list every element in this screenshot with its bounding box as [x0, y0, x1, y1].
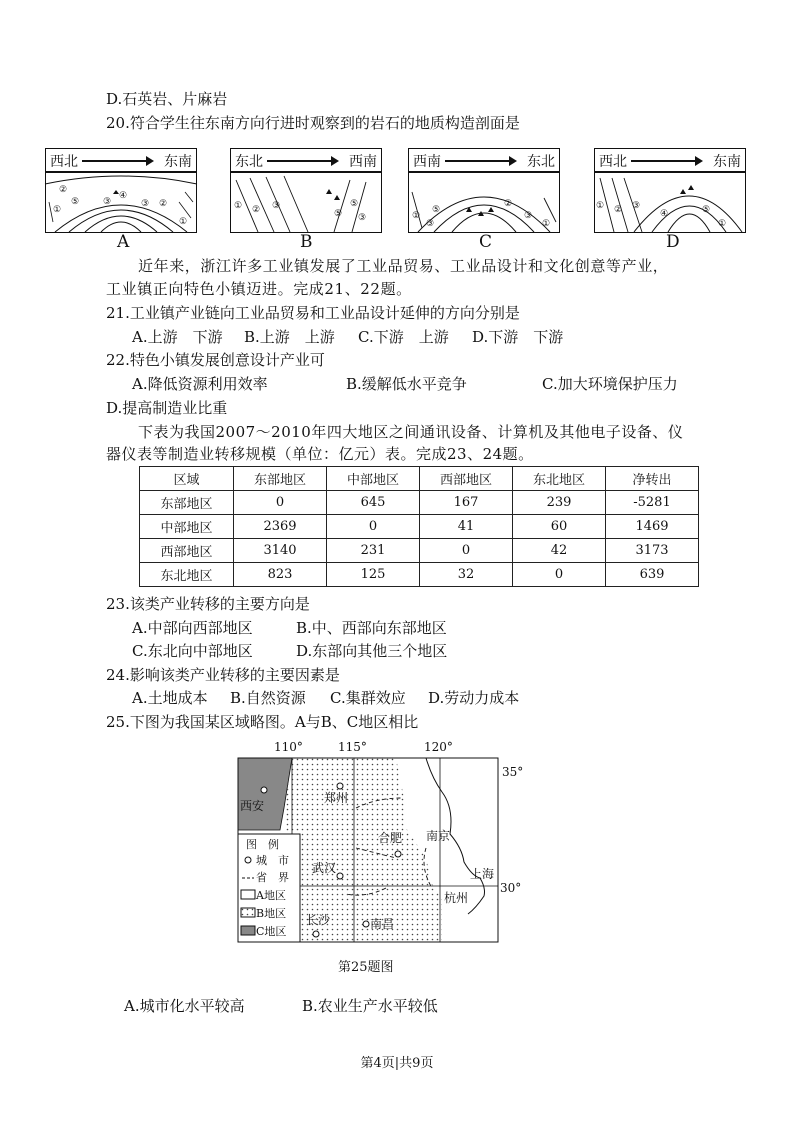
- svg-text:⑤: ⑤: [71, 197, 80, 207]
- table-cell: 823: [234, 563, 327, 587]
- anticline-section-d: [594, 172, 746, 234]
- svg-text:⑤: ⑤: [432, 205, 441, 215]
- svg-text:⑤: ⑤: [334, 209, 343, 219]
- svg-text:②: ②: [504, 199, 513, 209]
- legend-item: A地区: [256, 889, 286, 902]
- city-label: 南昌: [370, 917, 395, 931]
- diagram-letter-b: B: [300, 232, 313, 252]
- table-cell: 125: [327, 563, 420, 587]
- direction-left-label: 西北: [50, 154, 78, 170]
- table-cell: 0: [234, 491, 327, 515]
- q23-option-c: C.东北向中部地区: [132, 642, 253, 660]
- q21-option-c: C.下游 上游: [358, 328, 449, 346]
- city-label: 西安: [240, 799, 265, 813]
- lon-label: 110°: [274, 740, 303, 754]
- q24-option-a: A.土地成本: [132, 689, 208, 707]
- lon-label: 120°: [424, 740, 453, 754]
- q24-stem: 24.影响该类产业转移的主要因素是: [106, 666, 340, 684]
- table-cell: 639: [606, 563, 699, 587]
- direction-arrow-icon: [82, 160, 152, 162]
- table-cell: 东北地区: [140, 563, 234, 587]
- table-cell: 42: [513, 539, 606, 563]
- q22-stem: 22.特色小镇发展创意设计产业可: [106, 351, 325, 369]
- table-cell: 41: [420, 515, 513, 539]
- q24-option-c: C.集群效应: [330, 689, 406, 707]
- q21-stem: 21.工业镇产业链向工业品贸易和工业品设计延伸的方向分别是: [106, 304, 520, 322]
- direction-left-label: 西北: [599, 154, 627, 170]
- table-header-cell: 中部地区: [327, 467, 420, 491]
- svg-text:①: ①: [412, 211, 421, 221]
- legend-item: B地区: [256, 907, 287, 920]
- geologic-section-b: [230, 148, 382, 234]
- svg-text:①: ①: [53, 205, 62, 215]
- table-header-cell: 东北地区: [513, 467, 606, 491]
- q22-option-b: B.缓解低水平竞争: [346, 375, 467, 393]
- svg-text:③: ③: [141, 199, 150, 209]
- svg-text:③: ③: [358, 213, 367, 223]
- city-label: 郑州: [324, 791, 349, 805]
- anticline-section-c: [408, 172, 560, 234]
- svg-text:⑤: ⑤: [350, 199, 359, 209]
- q24-option-b: B.自然资源: [230, 689, 306, 707]
- svg-text:③: ③: [632, 201, 641, 211]
- legend-a-swatch: [241, 890, 255, 899]
- q22-option-a: A.降低资源利用效率: [132, 375, 268, 393]
- legend-city-icon: [245, 857, 251, 863]
- table-row: [140, 563, 699, 587]
- q25-option-a: A.城市化水平较高: [124, 997, 245, 1015]
- table-header-cell: 东部地区: [234, 467, 327, 491]
- page-footer: 第4页|共9页: [360, 1056, 434, 1071]
- svg-text:①: ①: [718, 219, 727, 229]
- svg-text:②: ②: [159, 199, 168, 209]
- direction-arrow-icon: [267, 160, 337, 162]
- table-header-cell: 区域: [140, 467, 234, 491]
- legend-item: C地区: [256, 925, 287, 938]
- map-caption: 第25题图: [338, 960, 394, 975]
- direction-left-label: 西南: [413, 154, 441, 170]
- geologic-section-a: [45, 148, 197, 234]
- q23-option-b: B.中、西部向东部地区: [296, 619, 447, 637]
- direction-right-label: 西南: [349, 154, 377, 170]
- intro-23-24-line2: 器仪表等制造业转移规模（单位：亿元）表。完成23、24题。: [106, 445, 534, 463]
- svg-text:⑤: ⑤: [702, 205, 711, 215]
- svg-text:④: ④: [660, 209, 669, 219]
- direction-arrow-icon: [445, 160, 515, 162]
- city-label: 长沙: [306, 913, 331, 927]
- q21-option-d: D.下游 下游: [472, 328, 564, 346]
- svg-text:③: ③: [103, 197, 112, 207]
- city-label: 南京: [426, 829, 451, 843]
- direction-left-label: 东北: [235, 154, 263, 170]
- diagram-letter-c: C: [479, 232, 493, 252]
- industry-transfer-table: [139, 466, 699, 587]
- table-cell: 32: [420, 563, 513, 587]
- table-cell: 西部地区: [140, 539, 234, 563]
- svg-text:③: ③: [426, 219, 435, 229]
- table-cell: 1469: [606, 515, 699, 539]
- legend-c-swatch: [241, 926, 255, 935]
- svg-text:②: ②: [252, 205, 261, 215]
- q24-option-d: D.劳动力成本: [428, 689, 520, 707]
- table-cell: 中部地区: [140, 515, 234, 539]
- table-cell: 0: [327, 515, 420, 539]
- table-header-cell: 西部地区: [420, 467, 513, 491]
- svg-text:③: ③: [272, 201, 281, 211]
- table-cell: 231: [327, 539, 420, 563]
- q25-stem: 25.下图为我国某区域略图。A与B、C地区相比: [106, 713, 419, 731]
- table-header-row: [140, 467, 699, 491]
- geologic-section-c: [408, 148, 560, 234]
- table-cell: 2369: [234, 515, 327, 539]
- svg-text:②: ②: [614, 205, 623, 215]
- q21-option-b: B.上游 上游: [244, 328, 335, 346]
- q22-option-c: C.加大环境保护压力: [542, 375, 678, 393]
- table-cell: 3173: [606, 539, 699, 563]
- legend-item: 城 市: [256, 854, 289, 867]
- legend-b-swatch: [241, 908, 255, 917]
- diagram-letter-d: D: [666, 232, 680, 252]
- table-cell: 东部地区: [140, 491, 234, 515]
- syncline-section-a: [45, 172, 197, 234]
- lon-label: 115°: [338, 740, 367, 754]
- table-header-cell: 净转出: [606, 467, 699, 491]
- table-cell: -5281: [606, 491, 699, 515]
- lat-label-30: 30°: [500, 881, 522, 895]
- svg-text:③: ③: [524, 211, 533, 221]
- svg-text:①: ①: [542, 219, 551, 229]
- svg-text:④: ④: [119, 191, 128, 201]
- legend-item: 省 界: [256, 871, 289, 884]
- q23-option-d: D.东部向其他三个地区: [296, 642, 448, 660]
- q22-option-d: D.提高制造业比重: [106, 399, 228, 417]
- intro-21-22-line2: 工业镇正向特色小镇迈进。完成21、22题。: [106, 280, 412, 298]
- city-label: 杭州: [444, 891, 469, 905]
- q20-stem: 20.符合学生往东南方向行进时观察到的岩石的地质构造剖面是: [106, 114, 520, 132]
- svg-text:①: ①: [179, 217, 188, 227]
- table-row: [140, 515, 699, 539]
- table-cell: 239: [513, 491, 606, 515]
- table-cell: 0: [420, 539, 513, 563]
- table-cell: 3140: [234, 539, 327, 563]
- direction-right-label: 东北: [527, 154, 555, 170]
- q19-option-d: D.石英岩、片麻岩: [106, 90, 228, 108]
- svg-text:①: ①: [596, 201, 605, 211]
- intro-21-22-line1: 近年来，浙江许多工业镇发展了工业品贸易、工业品设计和文化创意等产业，: [138, 257, 669, 275]
- table-row: [140, 491, 699, 515]
- table-cell: 645: [327, 491, 420, 515]
- city-label: 上海: [470, 867, 495, 881]
- city-label: 武汉: [312, 861, 337, 875]
- direction-right-label: 东南: [713, 154, 741, 170]
- svg-text:①: ①: [234, 201, 243, 211]
- svg-text:②: ②: [59, 185, 68, 195]
- table-cell: 167: [420, 491, 513, 515]
- q25-option-b: B.农业生产水平较低: [302, 997, 438, 1015]
- table-row: [140, 539, 699, 563]
- table-cell: 0: [513, 563, 606, 587]
- q23-option-a: A.中部向西部地区: [132, 619, 253, 637]
- direction-right-label: 东南: [164, 154, 192, 170]
- direction-arrow-icon: [631, 160, 701, 162]
- q21-option-a: A.上游 下游: [132, 328, 223, 346]
- q23-stem: 23.该类产业转移的主要方向是: [106, 595, 310, 613]
- city-label: 合肥: [378, 831, 403, 845]
- intro-23-24-line1: 下表为我国2007～2010年四大地区之间通讯设备、计算机及其他电子设备、仪: [138, 423, 684, 441]
- legend-title: 图 例: [246, 838, 279, 851]
- anticline-section-b: [230, 172, 382, 234]
- table-cell: 60: [513, 515, 606, 539]
- lat-label: 35°: [502, 765, 524, 779]
- diagram-letter-a: A: [117, 232, 130, 252]
- geologic-section-d: [594, 148, 746, 234]
